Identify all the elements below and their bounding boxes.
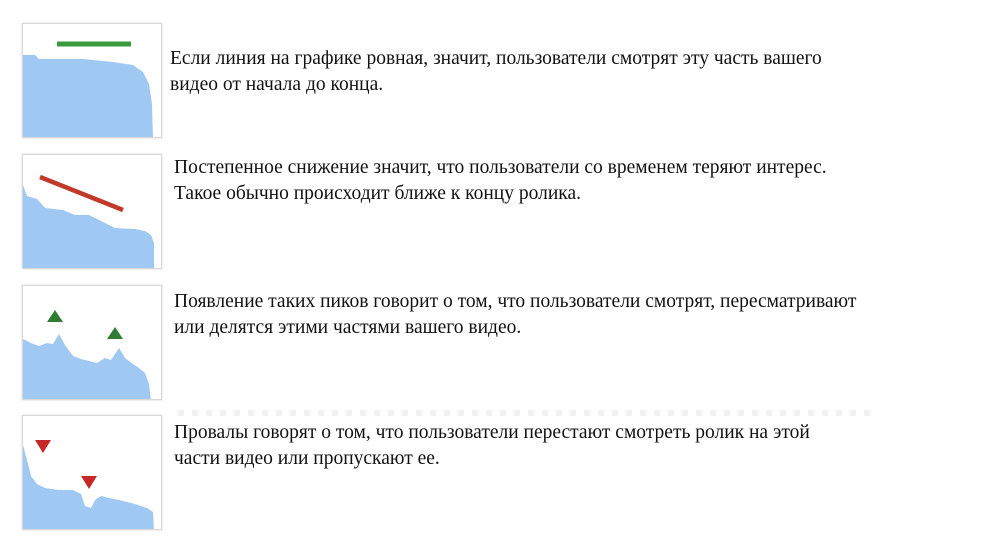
caption-line: Если линия на графике ровная, значит, пользователи смотрят эту часть вашего <box>170 48 822 69</box>
flat-line-marker-icon <box>23 24 162 138</box>
declining-line-marker-icon <box>23 155 162 269</box>
caption-line: части видео или пропускают ее. <box>174 448 440 469</box>
peak-up-triangle-icon <box>107 327 123 339</box>
dip-down-triangle-icon <box>81 476 97 489</box>
dip-down-triangle-icon <box>23 416 162 530</box>
faint-text-artifact <box>178 410 878 416</box>
flat-retention-thumbnail <box>22 23 162 138</box>
retention-area <box>23 334 151 400</box>
flat-line-caption <box>170 46 822 98</box>
decline-retention-thumbnail <box>22 154 162 269</box>
decline-marker-line <box>40 177 123 210</box>
caption-line: Постепенное снижение значит, что пользователи со временем теряют интерес. <box>174 157 827 178</box>
peaks-retention-thumbnail <box>22 285 162 400</box>
dips-caption <box>174 420 810 472</box>
peak-up-triangle-icon <box>23 286 162 400</box>
peaks-caption <box>174 289 856 341</box>
dips-retention-thumbnail <box>22 415 162 530</box>
peak-up-triangle-icon <box>47 310 63 322</box>
retention-area <box>23 55 153 138</box>
caption-line: или делятся этими частями вашего видео. <box>174 317 522 338</box>
caption-line: Появление таких пиков говорит о том, что пользователи смотрят, пересматривают <box>174 291 857 312</box>
caption-line: Такое обычно происходит ближе к концу ролика. <box>174 183 581 204</box>
decline-caption <box>174 155 827 207</box>
dip-down-triangle-icon <box>35 440 51 453</box>
caption-line: Провалы говорят о том, что пользователи перестают смотреть ролик на этой <box>174 422 810 443</box>
caption-line: видео от начала до конца. <box>170 74 384 95</box>
